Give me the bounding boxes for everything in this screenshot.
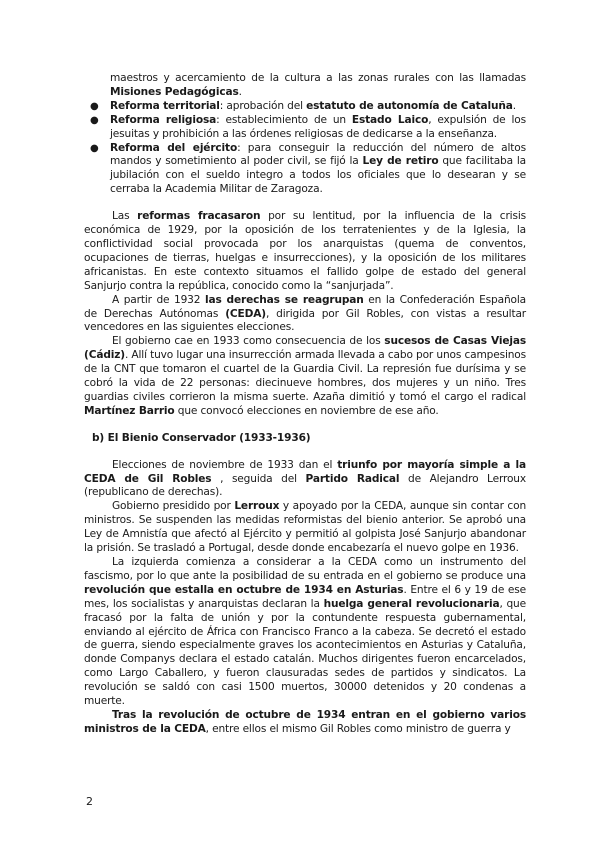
bullet-icon: ● [90,142,99,154]
section-heading: b) El Bienio Conservador (1933-1936) [92,431,311,444]
paragraph-lerroux-government: Gobierno presidido por Lerroux y apoyado por la CEDA, aunque sin contar con ministros. Se suspenden las medidas reformistas del bienio anterior. Se aprobó una Ley de Amnistía que afectó al Ejército y permitió al golpista José Sanjurjo abandonar la prisión. Se trasladó a Portugal, desde donde encabezaría el nuevo golpe en 1936. [84,500,527,555]
bullet-icon: ● [90,100,99,112]
paragraph-elections-1933: Elecciones de noviembre de 1933 dan el triunfo por mayoría simple a la CEDA de Gil Robles , seguida del Partido Radical de Alejandro Lerroux (republicano de derechas). [84,458,526,499]
paragraph-revolution-1934: La izquierda comienza a considerar a la CEDA como un instrumento del fascismo, por lo que ante la posibilidad de su entrada en el gobierno se produce una revolución que estalla en octubre de 1934 en Asturias. Entre el 6 y 19 de ese mes, los socialistas y anarquistas declaran la huelga general revolucionaria, que fracasó por la falta de unión y por la contundente respuesta gubernamental, enviando al ejército de África con Francisco Franco a la cabeza. Se decretó el estado de guerra, siendo especialmente graves los acontecimientos en Asturias y Cataluña, donde Companys declara el estado catalán. Muchos dirigentes fueron encarcelados, como Largo Caballero, y fueron clausuradas sedes de partidos y sindicatos. La revolución se saldó con casi 1500 muertos, 30000 detenidos y 20 condenas a muerte. [84,556,526,708]
paragraph-casas-viejas: El gobierno cae en 1933 como consecuencia de los sucesos de Casas Viejas (Cádiz). Allí tuvo lugar una insurrección armada llevada a cabo por unos campesinos de la CNT que tomaron el cuartel de la Guardia Civil. La represión fue durísima y se cobró la vida de 22 personas: diecinueve hombres, dos mujeres y un niño. Tres guardias civiles corrieron la misma suerte. Azaña dimitió y tomó el cargo el radical Martínez Barrio que convocó elecciones en noviembre de ese año. [84,335,526,417]
page-content [84,72,526,737]
paragraph-reforms-failure: Las reformas fracasaron por su lentitud, por la influencia de la crisis económica de 1929, por la oposición de los terratenientes y de la Iglesia, la conflictividad social provocada por los anarquistas (quema de conventos, ocupaciones de tierras, huelgas e insurrecciones), y la oposición de los militares africanistas. En este contexto situamos el fallido golpe de estado del general Sanjurjo contra la república, conocido como la “sanjurjada”. [84,210,527,292]
bullet-icon: ● [90,114,99,126]
intro-continuation: maestros y acercamiento de la cultura a las zonas rurales con las llamadas Misiones Pedagógicas. [110,72,526,98]
list-item: ● Reforma religiosa: establecimiento de un Estado Laico, expulsión de los jesuitas y prohibición a las órdenes religiosas de dedicarse a la enseñanza. [90,113,526,140]
paragraph-ceda-ministers: Tras la revolución de octubre de 1934 entran en el gobierno varios ministros de la CEDA, entre ellos el mismo Gil Robles como ministro de guerra y [84,708,526,735]
page-number: 2 [86,795,93,808]
paragraph-right-regroup: A partir de 1932 las derechas se reagrupan en la Confederación Española de Derechas Autónomas (CEDA), dirigida por Gil Robles, con vistas a resultar vencedores en las siguientes elecciones. [84,293,526,334]
reform-list [84,100,526,197]
list-item: ● Reforma territorial: aprobación del estatuto de autonomía de Cataluña. [90,99,516,112]
list-item: ● Reforma del ejército: para conseguir la reducción del número de altos mandos y sometimiento al poder civil, se fijó la Ley de retiro que facilitaba la jubilación con el sueldo integro a todos los oficiales que lo desearan y se cerraba la Academia Militar de Zaragoza. [90,141,526,196]
